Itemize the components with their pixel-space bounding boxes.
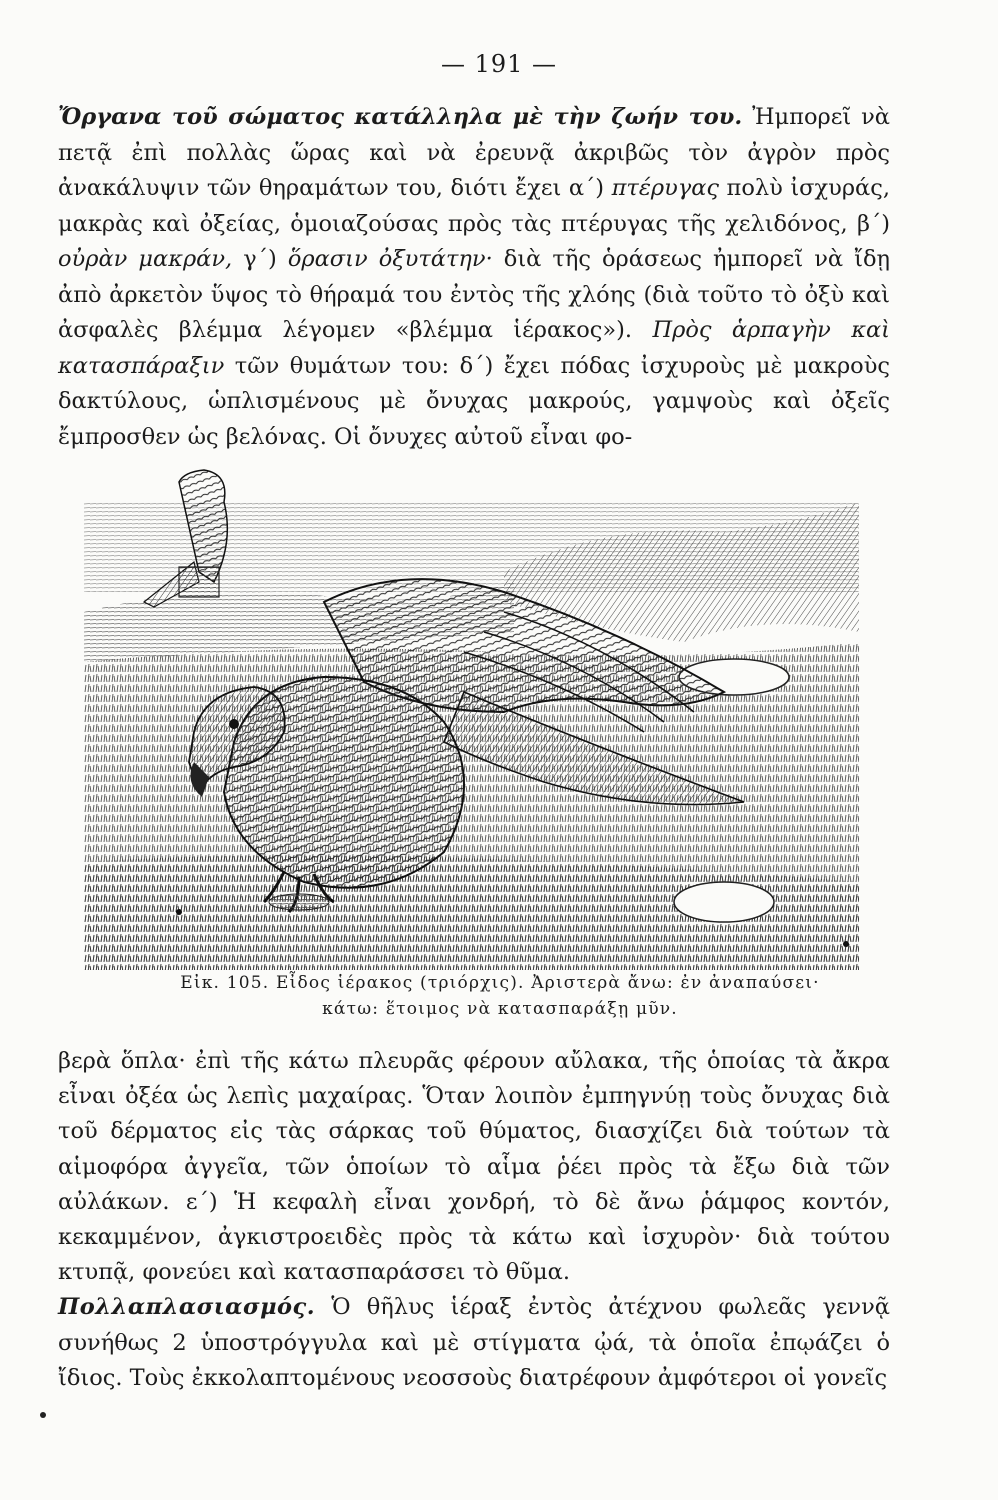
- paragraph-text: διὰ τῆς ὁράσεως ἠμπορεῖ νὰ ἴδῃ ἀπὸ ἀρκετὸν ὕψος τὸ θήραμά του ἐντὸς τῆς χλόης (διὰ τοῦτο τὸ ὀξὺ καὶ ἀσφαλὲς βλέμμα λέγομεν «βλέμμα ἱέρακος»).: [58, 246, 890, 343]
- caption-line-2: κάτω: ἕτοιμος νὰ κατασπαράξῃ μῦν.: [322, 999, 678, 1019]
- hawk-illustration: [84, 462, 859, 970]
- emphasis-wings: πτέρυγας: [611, 175, 720, 201]
- section-heading-organs: Ὄργανα τοῦ σώματος κατάλληλα μὲ τὴν ζωήν του.: [58, 104, 743, 130]
- hawk-engraving: [84, 462, 859, 970]
- paragraph-text: Ὁ θῆλυς ἱέραξ ἐντὸς ἀτέχνου φωλεᾶς γεννᾷ συνήθως 2 ὑποστρόγγυλα καὶ μὲ στίγματα ᾠά, τὰ ὁποῖα ἐπῳάζει ὁ ἴδιος. Τοὺς ἐκκολαπτομένους νεοσσοὺς διατρέφουν ἀμφότεροι οἱ γονεῖς: [58, 1294, 890, 1391]
- paragraph-text: πολὺ ἰσχυράς, μακρὰς καὶ ὀξείας, ὁμοιαζούσας πρὸς τὰς πτέρυγας τῆς χελιδόνος, β΄): [58, 175, 890, 237]
- paragraph-text: τῶν θυμάτων του: δ΄) ἔχει πόδας ἰσχυροὺς μὲ μακροὺς δακτύλους, ὡπλισμένους μὲ ὄνυχας μακρούς, γαμψοὺς καὶ ὀξεῖς ἔμπροσθεν ὡς βελόνας. Οἱ ὄνυχες αὐτοῦ εἶναι φο-: [58, 352, 890, 450]
- page-number: — 191 —: [440, 50, 558, 78]
- paragraph-text: γ΄): [232, 246, 288, 272]
- paragraph-reproduction: [58, 1290, 890, 1396]
- paragraph-text: Ἠμπορεῖ νὰ πετᾷ ἐπὶ πολλὰς ὥρας καὶ νὰ ἐρευνᾷ ἀκριβῶς τὸν ἀγρὸν πρὸς ἀνακάλυψιν τῶν θηραμάτων του, διότι ἔχει α΄): [58, 104, 890, 201]
- paragraph-body-organs: [58, 100, 890, 455]
- section-heading-reproduction: Πολλαπλασιασμός.: [58, 1294, 316, 1321]
- paragraph-body-lower: [58, 1044, 890, 1396]
- paragraph-talons: βερὰ ὅπλα· ἐπὶ τῆς κάτω πλευρᾶς φέρουν αὔλακα, τῆς ὁποίας τὰ ἄκρα εἶναι ὀξέα ὡς λεπὶς μαχαίρας. Ὅταν λοιπὸν ἐμπηγνύῃ τοὺς ὄνυχας διὰ τοῦ δέρματος εἰς τὰς σάρκας τοῦ θύματος, διασχίζει διὰ τούτων τὰ αἱμοφόρα ἀγγεῖα, τῶν ὁποίων τὸ αἷμα ῥέει πρὸς τὰ ἔξω διὰ τῶν αὐλάκων. ε΄) Ἡ κεφαλὴ εἶναι χονδρή, τὸ δὲ ἄνω ῥάμφος κοντόν, κεκαμμένον, ἀγκιστροειδὲς πρὸς τὰ κάτω καὶ ἰσχυρὸν· διὰ τούτου κτυπᾷ, φονεύει καὶ κατασπαράσσει τὸ θῦμα.: [58, 1048, 890, 1286]
- emphasis-prey: Πρὸς ἁρπαγὴν καὶ κατασπάραξιν: [58, 317, 890, 379]
- figure-caption: [100, 970, 900, 1022]
- emphasis-tail: οὐρὰν μακράν,: [58, 246, 233, 272]
- margin-mark: [40, 1412, 46, 1418]
- emphasis-sight: ὅρασιν ὀξυτάτην·: [287, 246, 493, 272]
- caption-line-1: Εἰκ. 105. Εἶδος ἱέρακος (τριόρχις). Ἀριστερὰ ἄνω: ἐν ἀναπαύσει·: [180, 973, 820, 993]
- paragraph-organs: [58, 100, 890, 455]
